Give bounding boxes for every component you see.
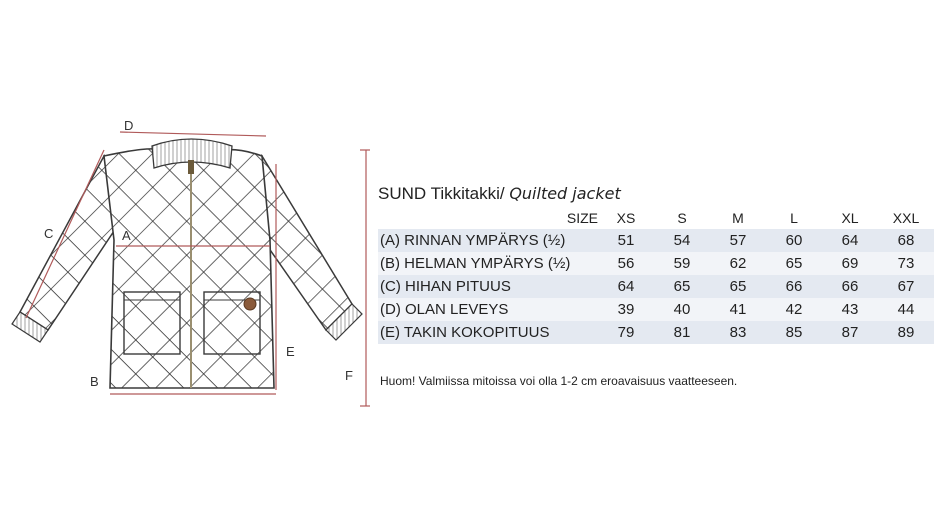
cell-value: 41 bbox=[710, 298, 766, 321]
cell-value: 64 bbox=[598, 275, 654, 298]
label-a: A bbox=[122, 228, 131, 243]
cell-value: 66 bbox=[822, 275, 878, 298]
cell-value: 65 bbox=[710, 275, 766, 298]
size-header-xl: XL bbox=[841, 209, 859, 226]
size-header-label: SIZE bbox=[566, 209, 598, 226]
cell-value: 43 bbox=[822, 298, 878, 321]
cell-value: 89 bbox=[878, 321, 934, 344]
cell-value: 83 bbox=[710, 321, 766, 344]
cell-value: 59 bbox=[654, 252, 710, 275]
cell-value: 68 bbox=[878, 229, 934, 252]
cell-value: 39 bbox=[598, 298, 654, 321]
disclaimer-note: Huom! Valmiissa mitoissa voi olla 1-2 cm eroavaisuus vaatteeseen. bbox=[380, 374, 738, 388]
jacket-illustration bbox=[0, 0, 370, 507]
table-row bbox=[378, 275, 934, 298]
leather-badge bbox=[244, 298, 256, 310]
cell-value: 66 bbox=[766, 275, 822, 298]
cell-value: 87 bbox=[822, 321, 878, 344]
cell-value: 69 bbox=[822, 252, 878, 275]
size-table bbox=[378, 206, 934, 344]
row-label: (A) RINNAN YMPÄRYS (½) bbox=[378, 229, 598, 252]
size-header-xxl: XXL bbox=[892, 209, 920, 226]
row-label: (D) OLAN LEVEYS bbox=[378, 298, 598, 321]
cell-value: 73 bbox=[878, 252, 934, 275]
cell-value: 40 bbox=[654, 298, 710, 321]
cell-value: 65 bbox=[766, 252, 822, 275]
label-d: D bbox=[124, 118, 134, 133]
table-row bbox=[378, 321, 934, 344]
table-title-main: SUND Tikkitakki/ bbox=[378, 184, 505, 203]
label-b: B bbox=[90, 374, 99, 389]
size-table-section bbox=[378, 182, 920, 344]
left-pocket bbox=[124, 292, 180, 354]
table-title-sub: Quilted jacket bbox=[509, 184, 621, 203]
label-f: F bbox=[345, 368, 353, 383]
cell-value: 51 bbox=[598, 229, 654, 252]
cell-value: 44 bbox=[878, 298, 934, 321]
row-label: (C) HIHAN PITUUS bbox=[378, 275, 598, 298]
cell-value: 57 bbox=[710, 229, 766, 252]
size-header-l: L bbox=[790, 209, 798, 226]
size-header-row bbox=[378, 206, 934, 229]
cell-value: 81 bbox=[654, 321, 710, 344]
cell-value: 60 bbox=[766, 229, 822, 252]
table-title bbox=[378, 182, 902, 206]
table-row bbox=[378, 252, 934, 275]
cell-value: 79 bbox=[598, 321, 654, 344]
cell-value: 65 bbox=[654, 275, 710, 298]
row-label: (E) TAKIN KOKOPITUUS bbox=[378, 321, 598, 344]
label-e: E bbox=[286, 344, 295, 359]
cell-value: 85 bbox=[766, 321, 822, 344]
cell-value: 42 bbox=[766, 298, 822, 321]
row-label: (B) HELMAN YMPÄRYS (½) bbox=[378, 252, 598, 275]
cell-value: 67 bbox=[878, 275, 934, 298]
size-header-s: S bbox=[677, 209, 687, 226]
zipper-pull bbox=[188, 160, 194, 174]
cell-value: 64 bbox=[822, 229, 878, 252]
cell-value: 54 bbox=[654, 229, 710, 252]
table-row bbox=[378, 298, 934, 321]
label-c: C bbox=[44, 226, 54, 241]
size-header-xs: XS bbox=[616, 209, 636, 226]
measure-d-line bbox=[120, 132, 266, 136]
cell-value: 56 bbox=[598, 252, 654, 275]
table-row bbox=[378, 229, 934, 252]
cell-value: 62 bbox=[710, 252, 766, 275]
size-header-m: M bbox=[732, 209, 744, 226]
